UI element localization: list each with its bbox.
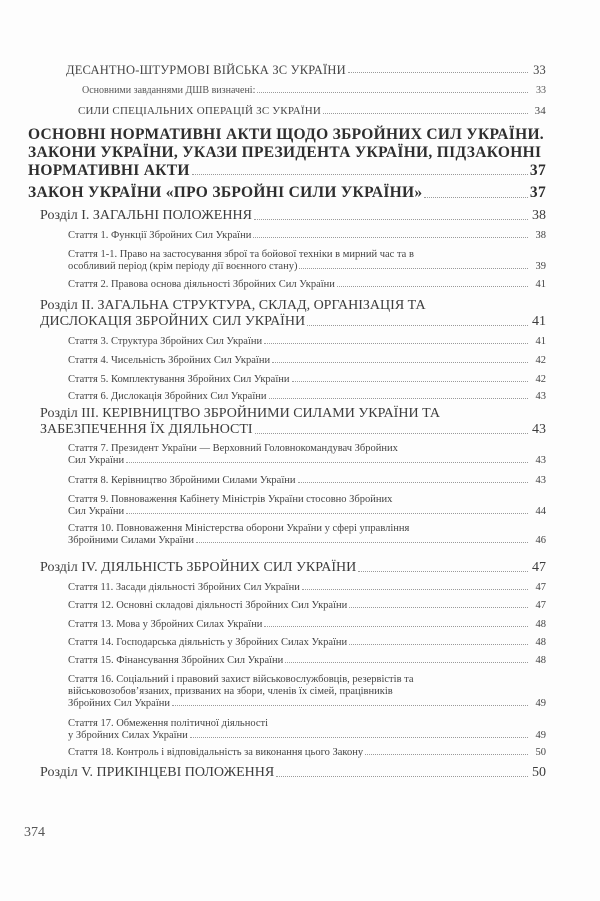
toc-entry-page: 41 [535, 279, 546, 290]
dot-leader [257, 92, 528, 93]
toc-entry-page: 38 [535, 230, 546, 241]
toc-entry-title: Стаття 15. Фінансування Збройних Сил України [68, 655, 284, 666]
toc-entry-page: 49 [535, 698, 546, 710]
toc-entry-page: 33 [536, 85, 546, 96]
dot-leader [365, 754, 528, 755]
toc-article-6[interactable] [68, 391, 546, 403]
toc-entry-page: 48 [535, 637, 546, 648]
toc-entry-title: Стаття 4. Чисельність Збройних Сил України [68, 355, 271, 366]
toc-entry-page: 49 [535, 730, 546, 742]
toc-section-2[interactable] [40, 298, 546, 330]
toc-entry-line: військовозобов’язаних, призваних на збори, членів їх сімей, працівників [68, 686, 393, 698]
toc-entry-airborne-tasks[interactable] [82, 85, 546, 97]
toc-entry-page: 38 [532, 208, 546, 223]
dot-leader [302, 589, 528, 590]
dot-leader [348, 72, 528, 73]
toc-entry-title: Стаття 12. Основні складові діяльності Збройних Сил України [68, 600, 348, 611]
toc-heading-line: ЗАКОНИ УКРАЇНИ, УКАЗИ ПРЕЗИДЕНТА УКРАЇНИ, ПІДЗАКОННІ [28, 143, 542, 161]
toc-entry-title: Розділ IV. ДІЯЛЬНІСТЬ ЗБРОЙНИХ СИЛ УКРАЇНИ [40, 560, 357, 575]
toc-article-3[interactable] [68, 336, 546, 348]
toc-entry-special-operations[interactable] [78, 105, 546, 118]
dot-leader [272, 362, 528, 363]
toc-entry-title: ДЕСАНТНО-ШТУРМОВІ ВІЙСЬКА ЗС УКРАЇНИ [66, 63, 346, 77]
toc-article-7[interactable] [68, 443, 546, 467]
toc-article-18[interactable] [68, 747, 546, 759]
toc-entry-page: 47 [532, 560, 546, 575]
dot-leader [264, 343, 528, 344]
dot-leader [196, 542, 528, 543]
toc-entry-line: Сил України [68, 506, 125, 518]
dot-leader [254, 219, 528, 220]
toc-entry-line: Стаття 7. Президент України — Верховний Головнокомандувач Збройних [68, 443, 398, 454]
dot-leader [192, 174, 528, 175]
dot-leader [307, 325, 528, 326]
toc-entry-line: особливий період (крім періоду дії воєнного стану) [68, 261, 298, 273]
toc-section-1[interactable] [40, 208, 546, 224]
dot-leader [285, 662, 528, 663]
toc-entry-title: Стаття 6. Дислокація Збройних Сил України [68, 391, 267, 402]
toc-entry-title: Стаття 18. Контроль і відповідальність за виконання цього Закону [68, 747, 364, 758]
toc-entry-title: ЗАКОН УКРАЇНИ «ПРО ЗБРОЙНІ СИЛИ УКРАЇНИ» [28, 184, 423, 201]
toc-entry-page: 43 [535, 391, 546, 402]
dot-leader [299, 268, 528, 269]
toc-entry-line: Збройних Сил України [68, 698, 171, 710]
toc-entry-title: Стаття 2. Правова основа діяльності Збройних Сил України [68, 279, 335, 290]
toc-article-13[interactable] [68, 619, 546, 631]
toc-entry-line: Стаття 10. Повноваження Міністерства оборони України у сфері управління [68, 523, 410, 534]
toc-entry-page: 41 [532, 314, 546, 330]
dot-leader [126, 462, 528, 463]
toc-entry-page: 41 [535, 336, 546, 347]
toc-entry-title: Розділ I. ЗАГАЛЬНІ ПОЛОЖЕННЯ [40, 208, 252, 223]
dot-leader [126, 513, 528, 514]
toc-entry-line: Стаття 9. Повноваження Кабінету Міністрів України стосовно Збройних [68, 494, 393, 505]
toc-article-8[interactable] [68, 475, 546, 487]
toc-entry-line: ЗАБЕЗПЕЧЕННЯ ЇХ ДІЯЛЬНОСТІ [40, 422, 253, 438]
toc-entry-page: 48 [535, 619, 546, 630]
toc-entry-line: Стаття 16. Соціальний і правовий захист військовослужбовців, резервістів та [68, 674, 414, 685]
toc-heading-line: ОСНОВНІ НОРМАТИВНІ АКТИ ЩОДО ЗБРОЙНИХ СИЛ УКРАЇНИ. [28, 126, 544, 143]
toc-entry-line: у Збройних Силах України [68, 730, 188, 742]
toc-entry-line: Розділ III. КЕРІВНИЦТВО ЗБРОЙНИМИ СИЛАМИ УКРАЇНИ ТА [40, 406, 441, 421]
toc-article-2[interactable] [68, 279, 546, 291]
dot-leader [255, 433, 528, 434]
toc-article-4[interactable] [68, 355, 546, 367]
toc-entry-page: 50 [535, 747, 546, 758]
toc-entry-page: 42 [535, 355, 546, 366]
toc-entry-title: Стаття 14. Господарська діяльність у Збройних Силах України [68, 637, 348, 648]
toc-section-3[interactable] [40, 406, 546, 438]
toc-entry-line: Збройними Силами України [68, 535, 194, 547]
toc-entry-line: Стаття 17. Обмеження політичної діяльності [68, 718, 269, 729]
toc-article-1[interactable] [68, 230, 546, 242]
toc-article-12[interactable] [68, 600, 546, 612]
toc-entry-title: Стаття 5. Комплектування Збройних Сил України [68, 374, 290, 385]
toc-entry-page: 43 [532, 422, 546, 438]
toc-article-16[interactable] [68, 674, 546, 710]
toc-article-17[interactable] [68, 718, 546, 742]
toc-entry-title: Розділ V. ПРИКІНЦЕВІ ПОЛОЖЕННЯ [40, 765, 275, 780]
toc-article-5[interactable] [68, 374, 546, 386]
toc-entry-line: Розділ II. ЗАГАЛЬНА СТРУКТУРА, СКЛАД, ОРГАНІЗАЦІЯ ТА [40, 298, 426, 313]
toc-entry-page: 33 [533, 63, 546, 77]
toc-article-14[interactable] [68, 637, 546, 649]
toc-entry-page: 37 [529, 184, 546, 201]
dot-leader [276, 776, 528, 777]
toc-entry-airborne-assault[interactable] [66, 63, 546, 77]
toc-entry-page: 43 [535, 475, 546, 486]
dot-leader [172, 705, 528, 706]
dot-leader [323, 113, 528, 114]
toc-entry-page: 39 [535, 261, 546, 273]
toc-article-1-1[interactable] [68, 249, 546, 273]
toc-entry-page: 44 [535, 506, 546, 518]
toc-entry-page: 43 [535, 455, 546, 467]
dot-leader [337, 286, 528, 287]
dot-leader [190, 737, 528, 738]
dot-leader [269, 398, 529, 399]
toc-entry-page: 50 [532, 765, 546, 780]
toc-entry-page: 47 [535, 600, 546, 611]
toc-heading-law[interactable] [28, 184, 546, 202]
toc-entry-title: Стаття 1. Функції Збройних Сил України [68, 230, 252, 241]
toc-article-9[interactable] [68, 494, 546, 518]
dot-leader [424, 197, 527, 198]
toc-entry-title: Стаття 11. Засади діяльності Збройних Сил України [68, 582, 300, 593]
page-number: 374 [24, 825, 45, 840]
toc-section-5[interactable] [40, 765, 546, 781]
toc-entry-title: Основними завданнями ДШВ визначені: [82, 85, 256, 96]
toc-entry-line: ДИСЛОКАЦІЯ ЗБРОЙНИХ СИЛ УКРАЇНИ [40, 314, 306, 330]
dot-leader [349, 644, 528, 645]
dot-leader [264, 626, 528, 627]
dot-leader [298, 482, 529, 483]
toc-article-15[interactable] [68, 655, 546, 667]
dot-leader [253, 237, 528, 238]
toc-entry-line: Стаття 1-1. Право на застосування зброї та бойової техніки в мирний час та в [68, 249, 414, 260]
toc-article-10[interactable] [68, 523, 546, 547]
toc-heading-normative-acts[interactable] [28, 126, 546, 179]
toc-entry-page: 37 [529, 161, 546, 179]
dot-leader [358, 571, 528, 572]
toc-entry-line: Сил України [68, 455, 125, 467]
dot-leader [292, 381, 529, 382]
toc-entry-page: 46 [535, 535, 546, 547]
toc-entry-title: Стаття 13. Мова у Збройних Силах України [68, 619, 263, 630]
toc-entry-page: 47 [535, 582, 546, 593]
toc-heading-line: НОРМАТИВНІ АКТИ [28, 161, 190, 179]
toc-entry-page: 42 [535, 374, 546, 385]
toc-entry-page: 34 [534, 105, 546, 117]
toc-entry-title: СИЛИ СПЕЦІАЛЬНИХ ОПЕРАЦІЙ ЗС УКРАЇНИ [78, 105, 322, 117]
dot-leader [349, 607, 528, 608]
toc-entry-title: Стаття 8. Керівництво Збройними Силами України [68, 475, 296, 486]
toc-entry-title: Стаття 3. Структура Збройних Сил України [68, 336, 263, 347]
toc-section-4[interactable] [40, 560, 546, 576]
toc-entry-page: 48 [535, 655, 546, 666]
toc-article-11[interactable] [68, 582, 546, 594]
